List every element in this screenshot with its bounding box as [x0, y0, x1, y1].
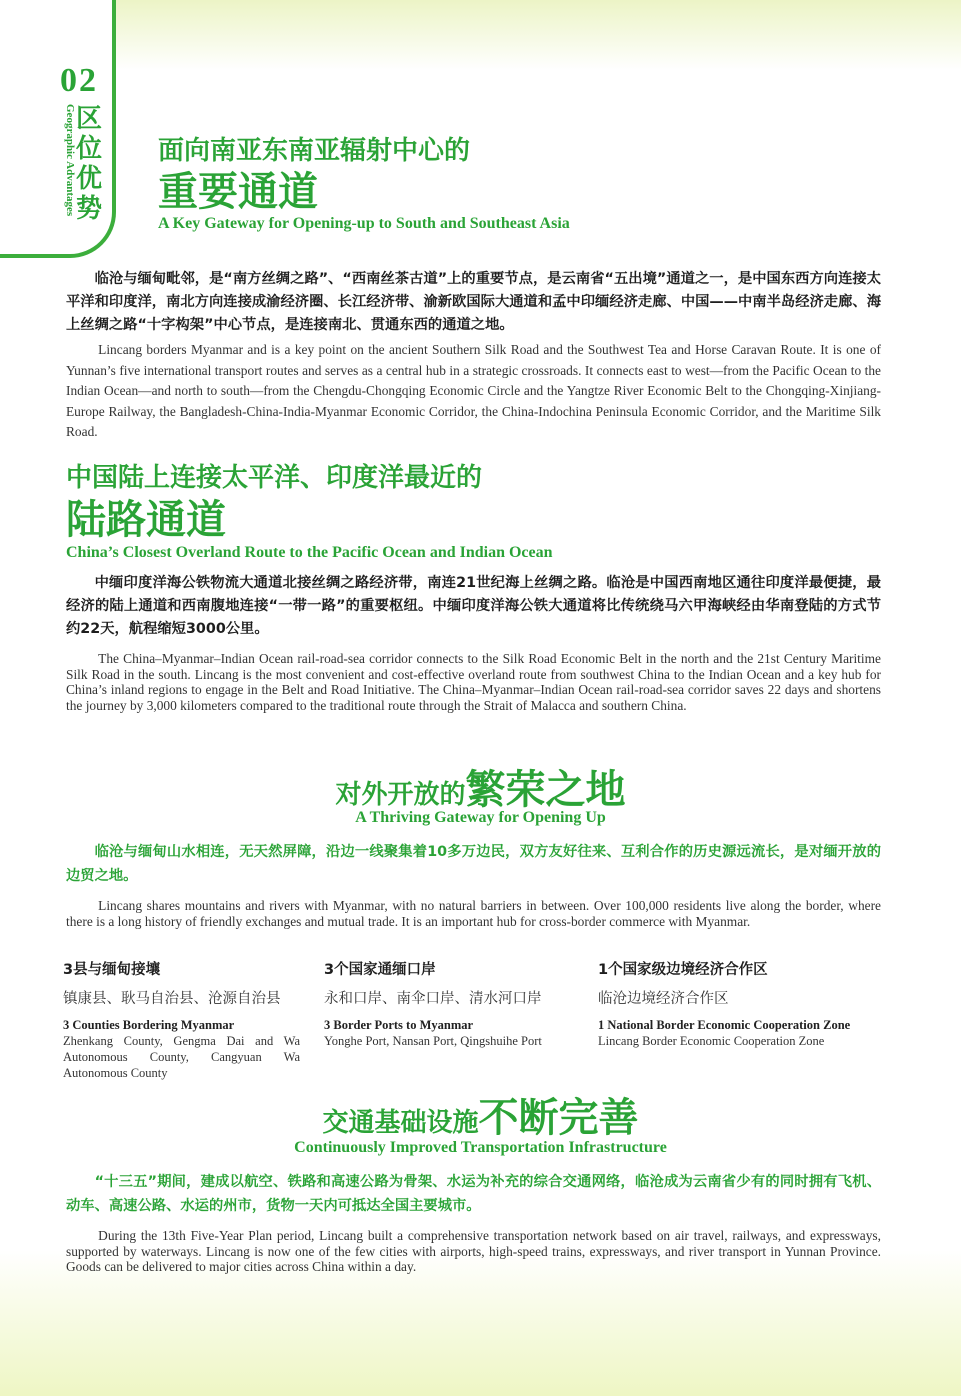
fact-body: 镇康县、耿马自治县、沧源自治县 [63, 991, 281, 1007]
fact-english-body: Lincang Border Economic Cooperation Zone [598, 1034, 825, 1048]
s4-title: 不断完善 [478, 1095, 639, 1141]
fact-english-title: 3 Border Ports to Myanmar [324, 1018, 474, 1032]
fact-english-body: Yonghe Port, Nansan Port, Qingshuihe Port [324, 1034, 542, 1048]
fact-title: 3个国家通缅口岸 [324, 962, 436, 978]
s1-chinese-paragraph: 临沧与缅甸毗邻，是“南方丝绸之路”、“西南丝茶古道”上的重要节点，是云南省“五出境”通道之一，是中国东西方向连接太平洋和印度洋，南北方向连接成渝经济圈、长江经济带、渝新欧国际大通道和孟中印缅经济走廊、中国——中南半岛经济走廊、海上丝绸之路“十字构架”中心节点，是连接南北、贯通东西的通道之地。 [66, 271, 881, 333]
s4-chinese-paragraph: “十三五”期间，建成以航空、铁路和高速公路为骨架、水运为补充的综合交通网络，临沧成为云南省少有的同时拥有飞机、动车、高速公路、水运的州市，货物一天内可抵达全国主要城市。 [66, 1174, 881, 1214]
s4-heading [0, 1086, 961, 1143]
s3-title: 繁荣之地 [465, 767, 626, 813]
s1-english-title: A Key Gateway for Opening-up to South and Southeast Asia [158, 215, 570, 232]
section-char: 势 [76, 194, 103, 224]
s3-english-paragraph: Lincang shares mountains and rivers with Myanmar, with no natural barriers in between. Over 100,000 residents live along the border, where there is a long history of friendly exchanges and mutual trade. It is an important hub for cross-border commerce with Myanmar. [66, 898, 881, 929]
fact-column-zone [598, 958, 888, 1049]
s2-title: 陆路通道 [66, 497, 226, 543]
fact-body: 临沧边境经济合作区 [598, 991, 729, 1007]
s1-subtitle: 面向南亚东南亚辐射中心的 [158, 136, 471, 166]
fact-english-body: Zhenkang County, Gengma Dai and Wa Autonomous County, Cangyuan Wa Autonomous County [63, 1034, 300, 1080]
fact-title: 1个国家级边境经济合作区 [598, 962, 768, 978]
section-char: 区 [76, 104, 103, 134]
s2-subtitle: 中国陆上连接太平洋、印度洋最近的 [66, 463, 483, 493]
section-char: 位 [76, 134, 103, 164]
s1-title: 重要通道 [158, 169, 318, 215]
s2-chinese-paragraph: 中缅印度洋海公铁物流大通道北接丝绸之路经济带，南连21世纪海上丝绸之路。临沧是中国西南地区通往印度洋最便捷，最经济的陆上通道和西南腹地连接“一带一路”的重要枢纽。中缅印度洋海公铁大通道将比传统绕马六甲海峡经由华南登陆的方式节约22天，航程缩短3000公里。 [66, 575, 881, 637]
fact-body: 永和口岸、南伞口岸、清水河口岸 [324, 991, 542, 1007]
section-chinese-label [76, 104, 106, 224]
fact-english-title: 3 Counties Bordering Myanmar [63, 1018, 235, 1032]
fact-english-title: 1 National Border Economic Cooperation Zone [598, 1018, 851, 1032]
s4-english-title: Continuously Improved Transportation Infrastructure [294, 1139, 667, 1156]
s2-english-paragraph: The China–Myanmar–Indian Ocean rail-road-sea corridor connects to the Silk Road Economic Belt in the north and the 21st Century Maritime Silk Road in the south. Lincang is the most convenient and cost-effective overland route from southwest China to the Indian Ocean and a key hub for China’s inland regions to engage in the Belt and Road Initiative. The China–Myanmar–Indian Ocean rail-road-sea corridor saves 22 days and shortens the journey by 3,000 kilometers compared to the traditional route through the Strait of Malacca and southern China. [66, 651, 881, 713]
fact-column-ports [324, 958, 589, 1049]
s3-chinese-paragraph: 临沧与缅甸山水相连，无天然屏障，沿边一线聚集着10多万边民，双方友好往来、互利合作的历史源远流长，是对缅开放的边贸之地。 [66, 844, 881, 884]
fact-title: 3县与缅甸接壤 [63, 962, 161, 978]
s2-english-title: China’s Closest Overland Route to the Pacific Ocean and Indian Ocean [66, 544, 553, 561]
s1-english-paragraph: Lincang borders Myanmar and is a key point on the ancient Southern Silk Road and the Southwest Tea and Horse Caravan Route. It is one of Yunnan’s five international transport routes and serves as a central hub in a strategic crossroads. It connects east to west—from the Pacific Ocean to the Indian Ocean—and north to south—from the Chengdu-Chongqing Economic Circle and the Yangtze River Economic Belt to the Chongqing-Xinjiang-Europe Railway, the Bangladesh-China-India-Myanmar Economic Corridor, the China-Indochina Peninsula Economic Corridor, and the Maritime Silk Road. [66, 342, 881, 440]
section-english-label: Geographic Advantages [64, 104, 76, 217]
fact-column-counties [63, 958, 308, 1081]
s3-english-title: A Thriving Gateway for Opening Up [355, 809, 606, 826]
s3-heading [0, 758, 961, 815]
s3-subtitle: 对外开放的 [335, 780, 466, 810]
s4-english-paragraph: During the 13th Five-Year Plan period, Lincang built a comprehensive transportation network based on air travel, railways, and expressways, supported by waterways. Lincang is now one of the few cities with airports, high-speed trains, expressways, and river transport in Yunnan Province. Goods can be delivered to major cities across China within a day. [66, 1228, 881, 1275]
section-char: 优 [76, 164, 103, 194]
section-number: 02 [60, 62, 98, 99]
s4-subtitle: 交通基础设施 [322, 1108, 479, 1138]
